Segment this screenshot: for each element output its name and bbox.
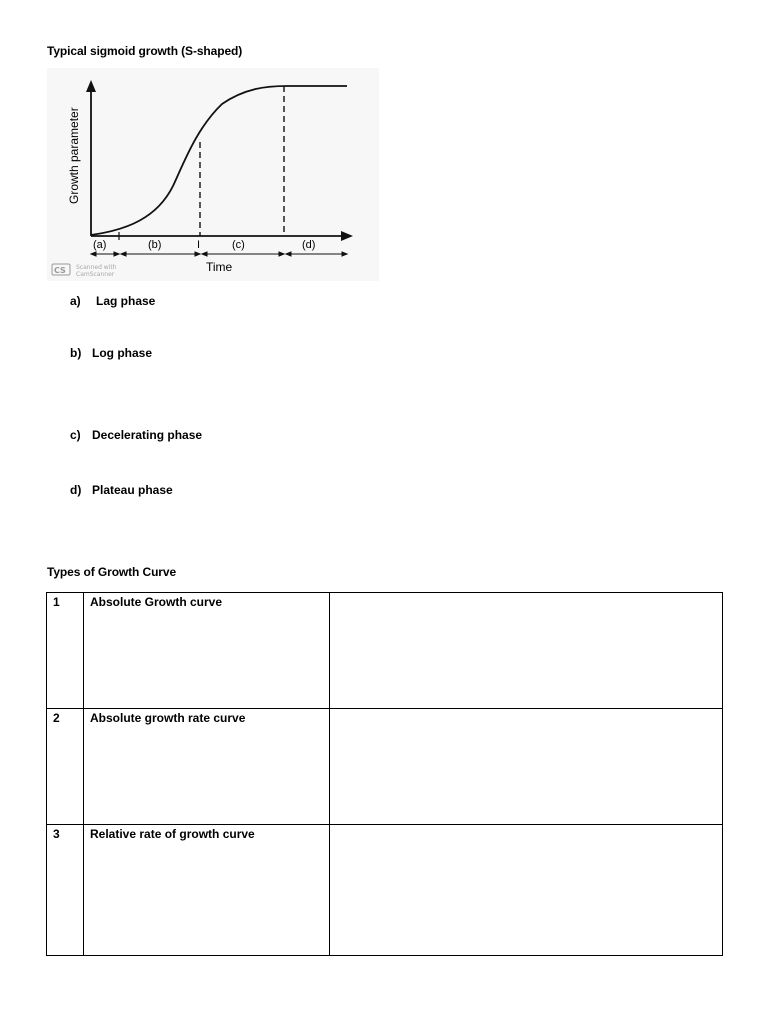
phase-letter: d)	[70, 483, 82, 497]
y-axis-arrowhead	[86, 80, 96, 92]
phase-name: Log phase	[92, 346, 153, 360]
phase-item-b	[70, 346, 152, 360]
row-number: 3	[47, 825, 84, 956]
row-label: Absolute Growth curve	[84, 593, 330, 709]
section-title: Types of Growth Curve	[47, 565, 177, 579]
phase-label-inflection: I	[197, 239, 201, 251]
x-axis-label: Time	[206, 260, 233, 274]
watermark-line-1: Scanned with	[76, 264, 117, 271]
sigmoid-growth-diagram	[47, 68, 379, 281]
sigmoid-growth-figure	[47, 68, 379, 281]
phase-name: Decelerating phase	[92, 428, 203, 442]
row-label: Relative rate of growth curve	[84, 825, 330, 956]
phase-span-arrows	[91, 252, 347, 256]
phase-label-d: (d)	[302, 239, 316, 251]
row-label: Absolute growth rate curve	[84, 709, 330, 825]
phase-label-c: (c)	[232, 239, 245, 251]
row-number: 1	[47, 593, 84, 709]
answer-cell[interactable]	[330, 825, 723, 956]
phase-label-a: (a)	[93, 239, 107, 251]
answer-cell[interactable]	[330, 709, 723, 825]
phase-item-d	[70, 483, 173, 497]
phase-item-c	[70, 428, 202, 442]
row-number: 2	[47, 709, 84, 825]
watermark-line-2: CamScanner	[76, 271, 115, 278]
table-row	[47, 825, 723, 956]
camscanner-logo-text: CS	[54, 266, 66, 275]
x-axis-arrowhead	[341, 231, 353, 241]
page-title: Typical sigmoid growth (S-shaped)	[47, 44, 243, 58]
table-row	[47, 709, 723, 825]
phase-name: Lag phase	[96, 294, 156, 308]
phase-letter: b)	[70, 346, 82, 360]
answer-cell[interactable]	[330, 593, 723, 709]
phase-label-b: (b)	[148, 239, 162, 251]
growth-curve-table	[46, 592, 723, 956]
y-axis-label: Growth parameter	[67, 107, 81, 204]
phase-item-a	[70, 294, 155, 308]
sigmoid-curve	[91, 86, 347, 235]
phase-name: Plateau phase	[92, 483, 173, 497]
phase-letter: c)	[70, 428, 81, 442]
table-row	[47, 593, 723, 709]
phase-letter: a)	[70, 294, 81, 308]
